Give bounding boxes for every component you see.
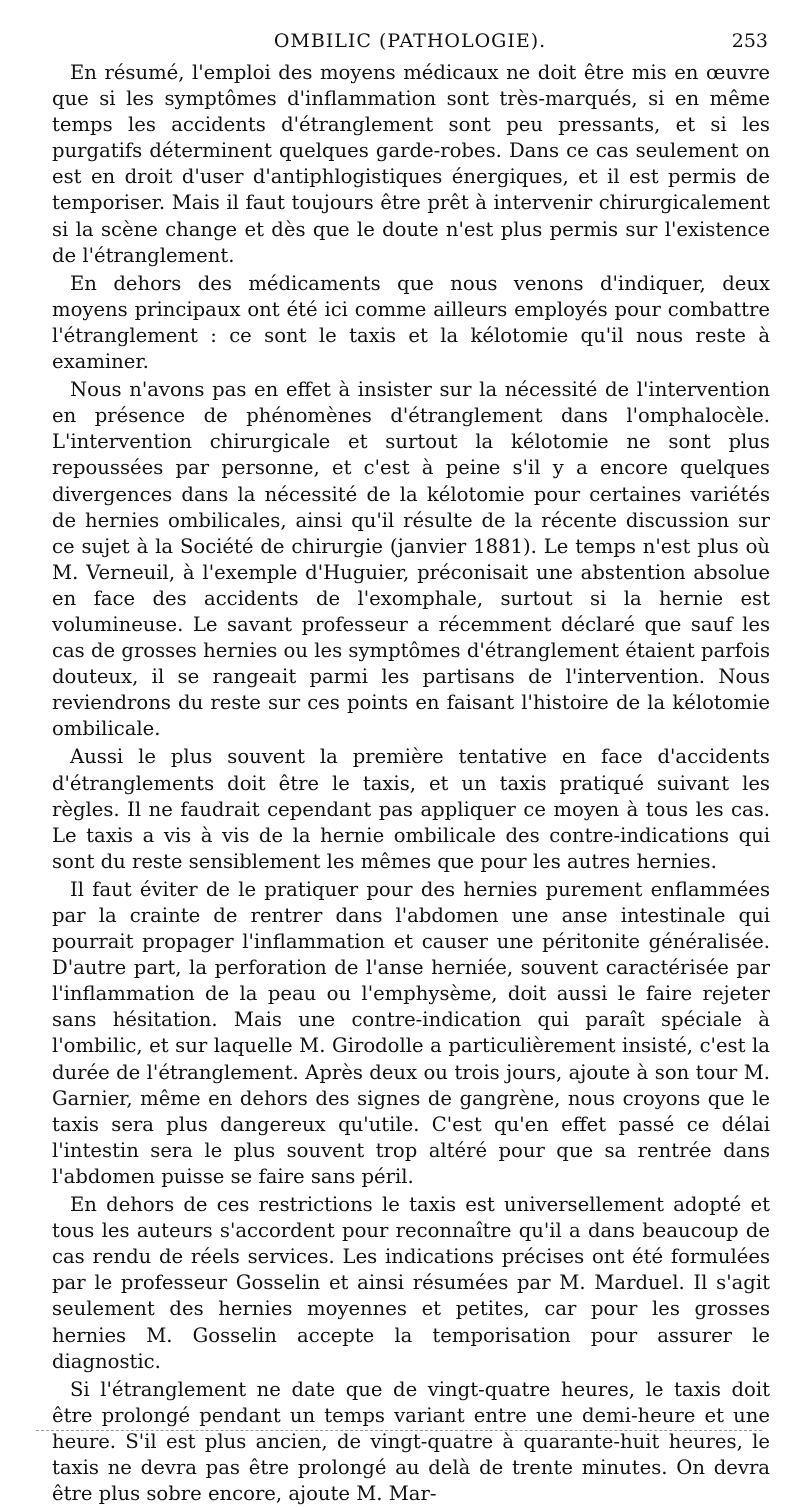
page-number: 253 (731, 30, 768, 52)
page-header (52, 30, 768, 60)
paragraph-intervention: Nous n'avons pas en effet à insister sur la nécessité de l'intervention en présence de phénomènes d'étranglement dans l'omphalocèle. L'intervention chirurgicale et surtout la kélotomie ne sont plus repoussées par personne, et c'est à peine s'il y a encore quelques divergences dans la nécessité de la kélotomie pour certaines variétés de hernies ombilicales, ainsi qu'il résulte de la récente discussion sur ce sujet à la Société de chirurgie (janvier 1881). Le temps n'est plus où M. Verneuil, à l'exemple d'Huguier, préconisait une abstention absolue en face des accidents de l'exomphale, surtout si la hernie est volumineuse. Le savant professeur a récemment déclaré que sauf les cas de grosses hernies ou les symptômes d'étranglement étaient parfois douteux, il se rangeait parmi les partisans de l'intervention. Nous reviendrons du reste sur ces points en faisant l'histoire de la kélotomie ombilicale. (52, 378, 770, 741)
paragraph-main-means: En dehors des médicaments que nous venons d'indiquer, deux moyens principaux ont été ici comme ailleurs employés pour combattre l'étranglement : ce sont le taxis et la kélotomie qu'il nous reste à examiner. (52, 271, 770, 374)
paragraph-taxis-first: Aussi le plus souvent la première tentative en face d'accidents d'étranglements doit être le taxis, et un taxis pratiqué suivant les règles. Il ne faudrait cependant pas appliquer ce moyen à tous les cas. Le taxis a vis à vis de la hernie ombilicale des contre-indications qui sont du reste sensiblement les mêmes que pour les autres hernies. (52, 745, 770, 873)
paragraph-duration: Si l'étranglement ne date que de vingt-quatre heures, le taxis doit être prolongé pendant un temps variant entre une demi-heure et une heure. S'il est plus ancien, de vingt-quatre à quarante-huit heures, le taxis ne devra pas être prolongé au delà de trente minutes. On devra être plus sobre encore, ajoute M. Mar- (52, 1377, 770, 1506)
paragraph-contraindications: Il faut éviter de le pratiquer pour des hernies purement enflammées par la crainte de rentrer dans l'abdomen une anse intestinale qui pourrait propager l'inflammation et causer une péritonite généralisée. D'autre part, la perforation de l'anse herniée, souvent caractérisée par l'inflammation de la peau ou l'emphysème, doit aussi le faire rejeter sans hésitation. Mais une contre-indication qui paraît spéciale à l'ombilic, et sur laquelle M. Girodolle a particulièrement insisté, c'est la durée de l'étranglement. Après deux ou trois jours, ajoute à son tour M. Garnier, même en dehors des signes de gangrène, nous croyons que le taxis sera plus dangereux qu'utile. C'est qu'en effet passé ce délai l'intestin sera le plus souvent trop altéré pour que sa rentrée dans l'abdomen puisse se faire sans péril. (52, 877, 770, 1188)
running-title: OMBILIC (PATHOLOGIE). (273, 30, 547, 52)
body-text (52, 60, 770, 1507)
paragraph-summary: En résumé, l'emploi des moyens médicaux ne doit être mis en œuvre que si les symptômes d'inflammation sont très-marqués, si en même temps les accidents d'étranglement sont peu pressants, et si les purgatifs déterminent quelques garde-robes. Dans ce cas seulement on est en droit d'user d'antiphlogistiques énergiques, et il est permis de temporiser. Mais il faut toujours être prêt à intervenir chirurgicalement si la scène change et dès que le doute n'est plus permis sur l'existence de l'étranglement. (52, 61, 770, 267)
footer-dotted-rule (36, 1430, 762, 1431)
paragraph-restrictions: En dehors de ces restrictions le taxis est universellement adopté et tous les auteurs s'accordent pour reconnaître qu'il a dans beaucoup de cas rendu de réels services. Les indications précises ont été formulées par le professeur Gosselin et ainsi résumées par M. Marduel. Il s'agit seulement des hernies moyennes et petites, car pour les grosses hernies M. Gosselin accepte la temporisation pour assurer le diagnostic. (52, 1193, 770, 1373)
